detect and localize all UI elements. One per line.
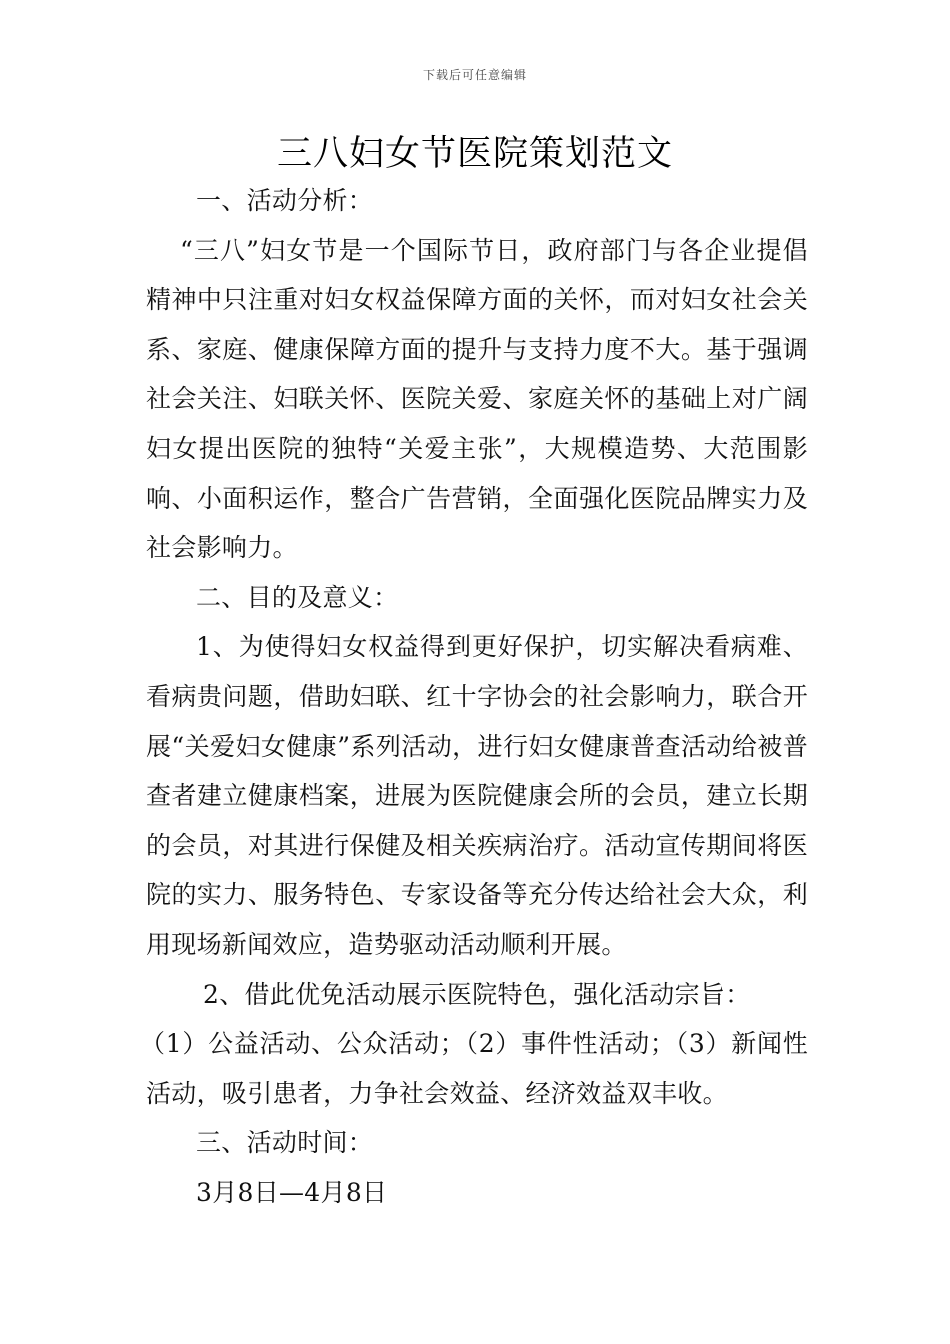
section-2-item-2: 2、借此优免活动展示医院特色，强化活动宗旨： — [203, 979, 751, 1009]
section-3-heading: 三、活动时间： — [196, 1128, 374, 1158]
section-2-heading: 二、目的及意义： — [196, 582, 399, 612]
section-1-body: “三八”妇女节是一个国际节日，政府部门与各企业提倡精神中只注重对妇女权益保障方面的关怀，而对妇女社会关系、家庭、健康保障方面的提升与支持力度不大。基于强调社会关注、妇联关怀、医院关爱、家庭关怀的基础上对广阔妇女提出医院的独特“关爱主张”，大规模造势、大范围影响、小面积运作，整合广告营销，全面强化医院品牌实力及社会影响力。 — [146, 235, 808, 563]
section-1-heading: 一、活动分析： — [196, 186, 374, 215]
document-title: 三八妇女节医院策划范文 — [276, 134, 673, 174]
download-note: 下载后可任意编辑 — [422, 68, 527, 82]
section-2-item-2-detail: （1）公益活动、公众活动；（2）事件性活动；（3）新闻性活动，吸引患者，力争社会效益、经济效益双丰收。 — [140, 1029, 808, 1108]
section-3-body: 3月8日—4月8日 — [196, 1177, 388, 1207]
document-body — [140, 176, 808, 1217]
section-2-item-1: 1、为使得妇女权益得到更好保护，切实解决看病难、看病贵问题，借助妇联、红十字协会的社会影响力，联合开展“关爱妇女健康”系列活动，进行妇女健康普查活动给被普查者建立健康档案，进展为医院健康会所的会员，建立长期的会员，对其进行保健及相关疾病治疗。活动宣传期间将医院的实力、服务特色、专家设备等充分传达给社会大众，利用现场新闻效应，造势驱动活动顺利开展。 — [146, 632, 808, 959]
